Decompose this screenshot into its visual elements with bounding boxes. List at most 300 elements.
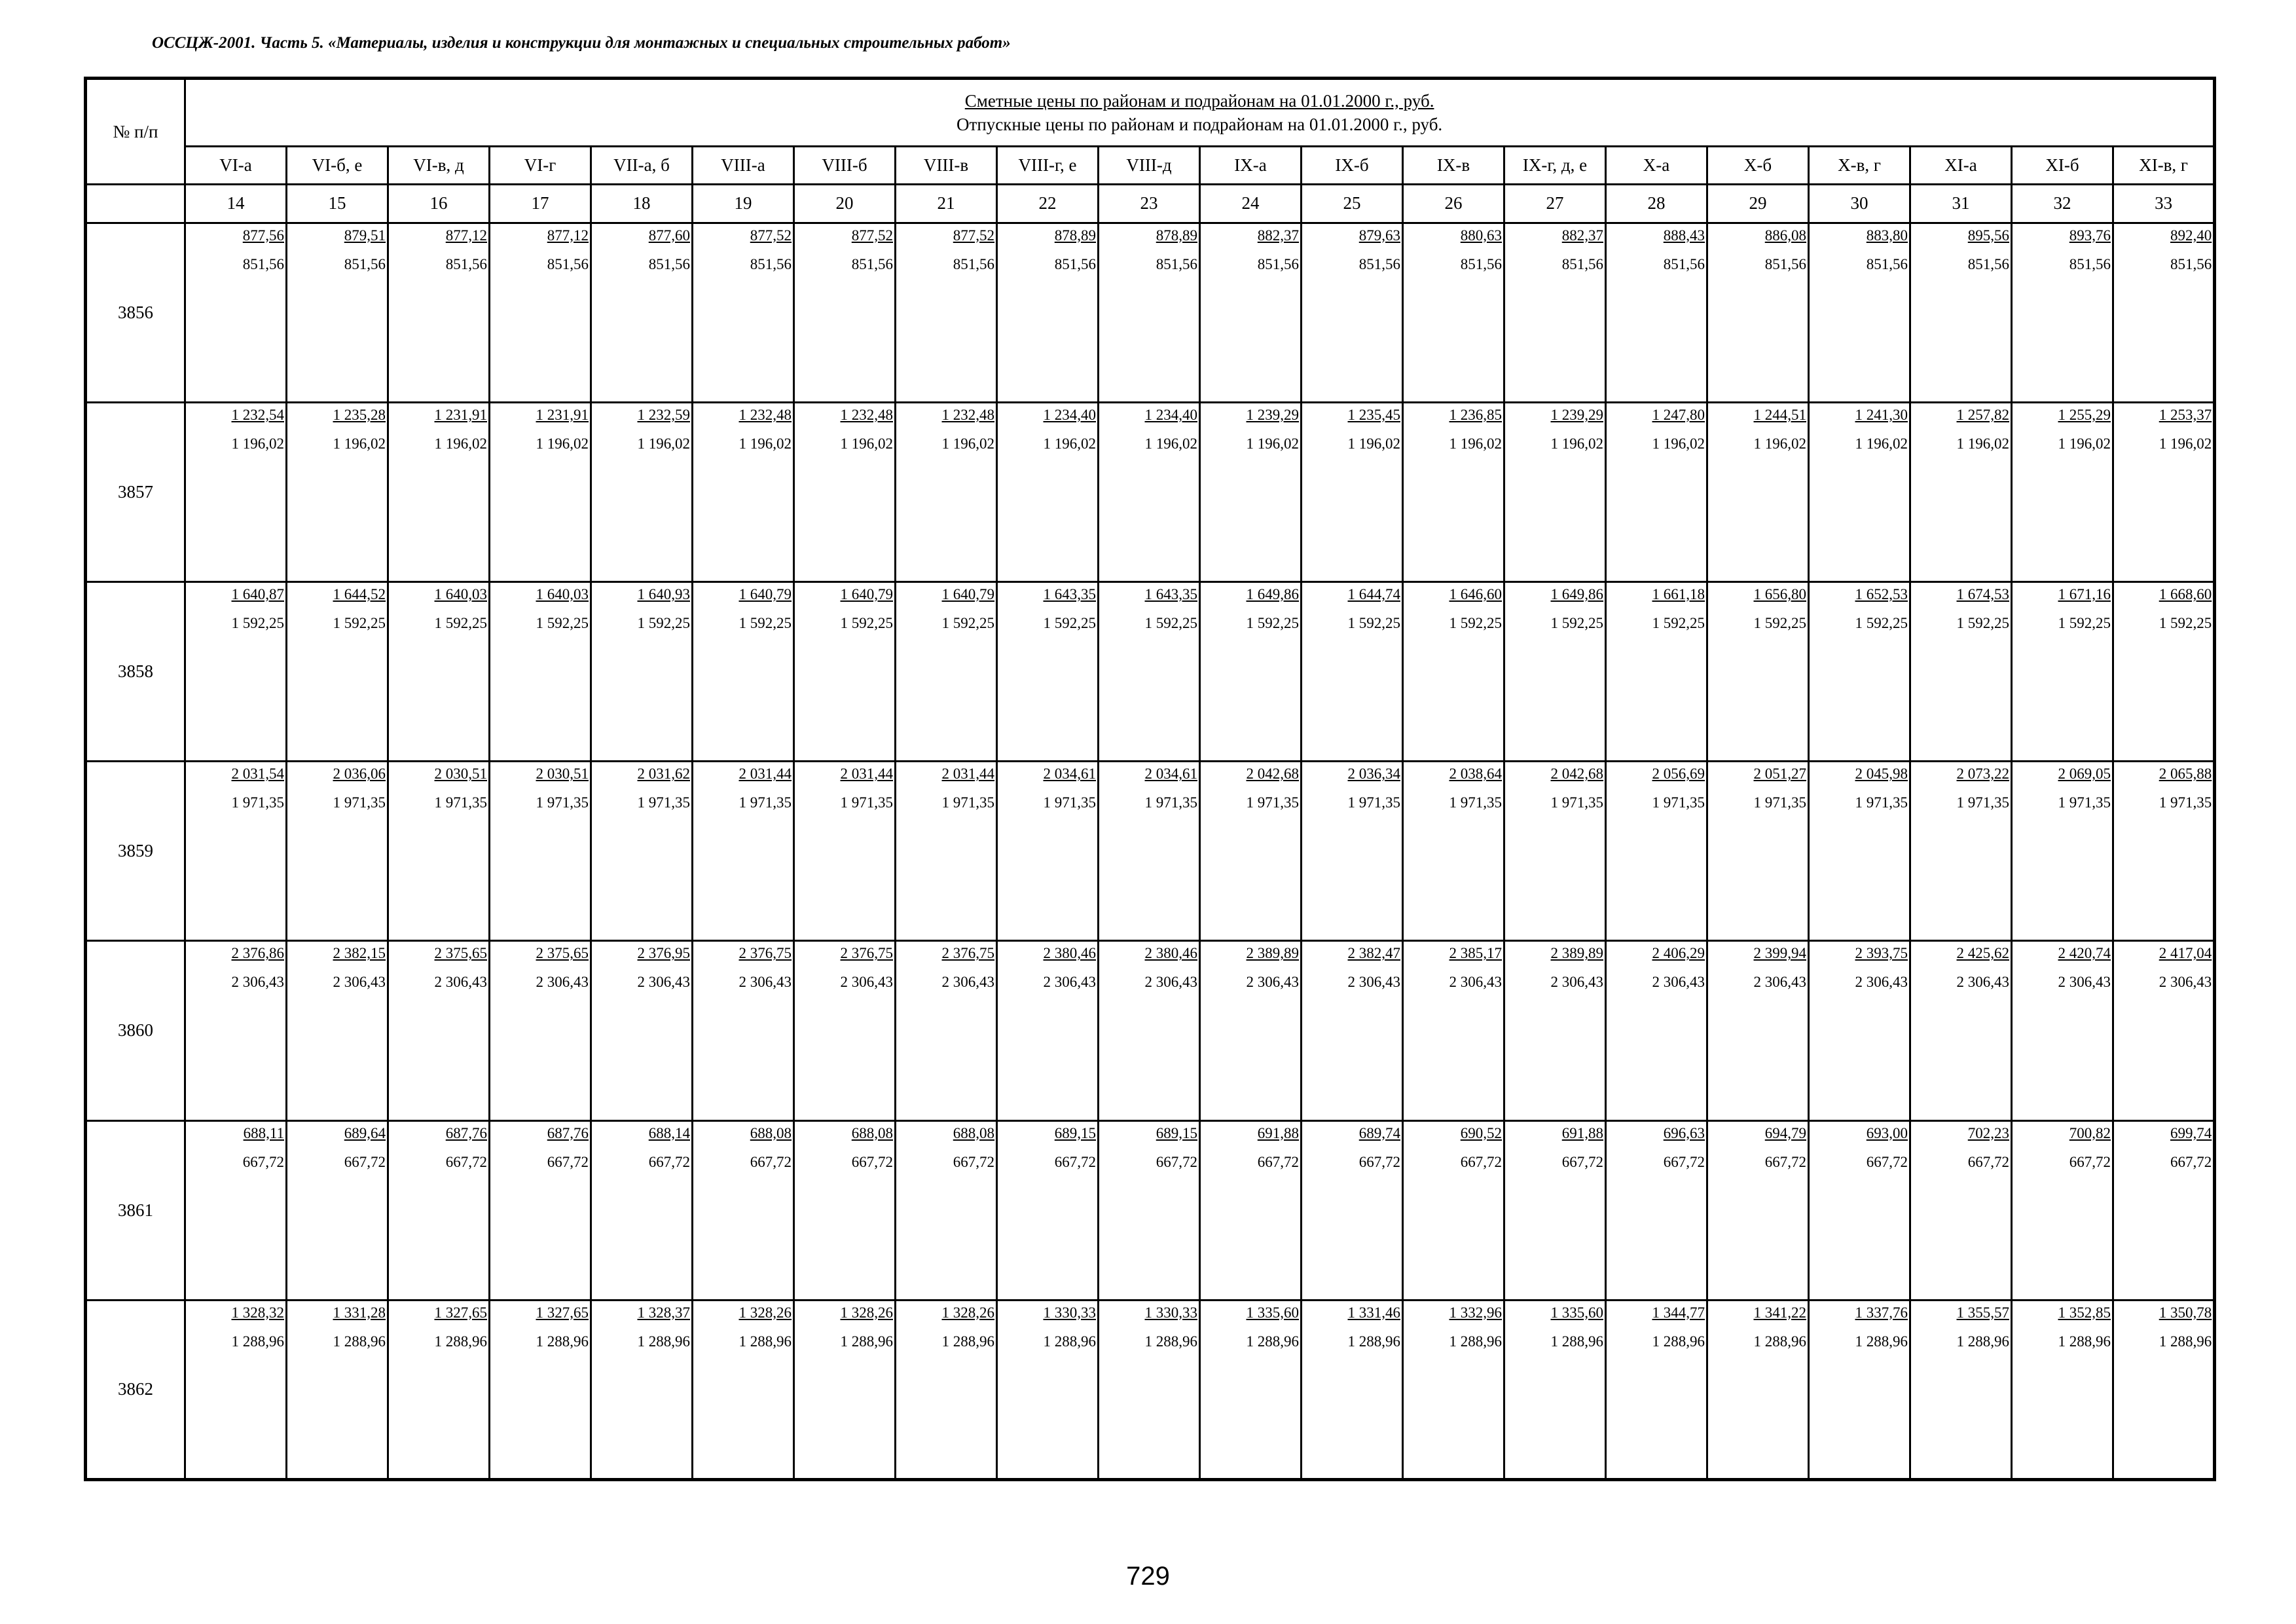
- release-price: 1 971,35: [738, 794, 792, 811]
- release-price: 667,72: [445, 1153, 487, 1170]
- price-cell: [896, 223, 997, 402]
- estimate-price: 688,14: [648, 1124, 690, 1141]
- estimate-price: 2 380,46: [1144, 945, 1197, 962]
- price-cell: [388, 582, 490, 762]
- row-number: 3856: [86, 223, 185, 402]
- release-price: 1 971,35: [1652, 794, 1705, 811]
- column-number: 15: [287, 185, 388, 223]
- estimate-price: 1 235,28: [333, 406, 386, 423]
- release-price: 1 971,35: [1550, 794, 1603, 811]
- price-cell: [1809, 1300, 1910, 1479]
- release-price: 851,56: [648, 255, 690, 272]
- estimate-price: 1 352,85: [2058, 1304, 2111, 1321]
- release-price: 2 306,43: [941, 974, 994, 991]
- release-price: 667,72: [1967, 1153, 2009, 1170]
- price-cell: [2113, 582, 2215, 762]
- release-price: 1 196,02: [1246, 435, 1299, 452]
- estimate-price: 1 231,91: [536, 406, 589, 423]
- release-price: 2 306,43: [2058, 974, 2111, 991]
- price-cell: [997, 1120, 1099, 1300]
- release-price: 667,72: [1358, 1153, 1400, 1170]
- release-price: 1 288,96: [941, 1333, 994, 1350]
- estimate-price: 1 643,35: [1043, 586, 1096, 603]
- price-cell: [1099, 1300, 1200, 1479]
- release-price: 1 592,25: [1449, 615, 1502, 632]
- price-cell: [1200, 582, 1302, 762]
- estimate-price: 1 253,37: [2159, 406, 2212, 423]
- estimate-price: 2 376,95: [637, 945, 690, 962]
- estimate-price: 877,12: [445, 227, 487, 244]
- price-cell: [2012, 1120, 2113, 1300]
- column-number: 20: [794, 185, 896, 223]
- price-cell: [2012, 402, 2113, 581]
- estimate-price: 1 244,51: [1753, 406, 1806, 423]
- price-cell: [997, 582, 1099, 762]
- price-cell: [896, 402, 997, 581]
- release-price: 667,72: [1866, 1153, 1908, 1170]
- row-number: 3862: [86, 1300, 185, 1479]
- price-cell: [1403, 941, 1504, 1120]
- price-cell: [1707, 1120, 1809, 1300]
- price-cell: [185, 223, 287, 402]
- price-cell: [1910, 1120, 2012, 1300]
- estimate-price: 1 232,54: [231, 406, 284, 423]
- price-cell: [388, 1300, 490, 1479]
- estimate-price-title: Сметные цены по районам и подрайонам на 01.01.2000 г., руб.: [964, 91, 1434, 111]
- price-cell: [693, 402, 794, 581]
- estimate-price: 1 330,33: [1144, 1304, 1197, 1321]
- table-row: [86, 762, 2215, 941]
- estimate-price: 878,89: [1054, 227, 1096, 244]
- estimate-price: 689,64: [344, 1124, 386, 1141]
- estimate-price: 2 376,75: [941, 945, 994, 962]
- estimate-price: 892,40: [2170, 227, 2212, 244]
- estimate-price: 689,15: [1156, 1124, 1197, 1141]
- release-price: 851,56: [1866, 255, 1908, 272]
- price-cell: [1200, 941, 1302, 1120]
- release-price: 1 971,35: [1246, 794, 1299, 811]
- estimate-price: 1 640,79: [738, 586, 792, 603]
- estimate-price: 2 389,89: [1246, 945, 1299, 962]
- release-price: 2 306,43: [637, 974, 690, 991]
- release-price: 1 288,96: [738, 1333, 792, 1350]
- release-price: 1 971,35: [231, 794, 284, 811]
- release-price: 667,72: [1257, 1153, 1299, 1170]
- price-cell: [1809, 1120, 1910, 1300]
- estimate-price: 690,52: [1460, 1124, 1502, 1141]
- release-price: 1 592,25: [1347, 615, 1400, 632]
- price-cell: [2012, 941, 2113, 1120]
- price-cell: [1707, 402, 1809, 581]
- price-cell: [896, 941, 997, 1120]
- release-price: 2 306,43: [738, 974, 792, 991]
- estimate-price: 687,76: [445, 1124, 487, 1141]
- table-row: [86, 941, 2215, 1120]
- release-price: 1 971,35: [840, 794, 893, 811]
- release-price: 667,72: [1561, 1153, 1603, 1170]
- price-cell: [1606, 402, 1707, 581]
- price-cell: [1504, 1120, 1606, 1300]
- estimate-price: 1 232,48: [840, 406, 893, 423]
- estimate-price: 1 330,33: [1043, 1304, 1096, 1321]
- release-price: 1 971,35: [1956, 794, 2009, 811]
- price-cell: [591, 762, 693, 941]
- release-price: 851,56: [953, 255, 994, 272]
- release-price: 667,72: [2069, 1153, 2111, 1170]
- release-price: 1 971,35: [941, 794, 994, 811]
- release-price: 1 196,02: [1956, 435, 2009, 452]
- price-cell: [1099, 762, 1200, 941]
- price-cell: [1403, 1300, 1504, 1479]
- zones-header-row: [86, 146, 2215, 184]
- price-cell: [1099, 223, 1200, 402]
- price-cell: [1403, 402, 1504, 581]
- release-price: 1 288,96: [333, 1333, 386, 1350]
- zone-header: IX-б: [1302, 146, 1403, 184]
- price-cell: [490, 223, 591, 402]
- table-row: [86, 402, 2215, 581]
- release-price: 667,72: [750, 1153, 792, 1170]
- document-header: ОССЦЖ-2001. Часть 5. «Материалы, изделия и конструкции для монтажных и специальных строительных работ»: [152, 34, 1011, 52]
- estimate-price: 688,08: [851, 1124, 893, 1141]
- estimate-price: 2 382,47: [1347, 945, 1400, 962]
- estimate-price: 1 232,48: [738, 406, 792, 423]
- price-cell: [2113, 941, 2215, 1120]
- estimate-price: 2 031,44: [941, 766, 994, 783]
- price-cell: [693, 582, 794, 762]
- release-price: 1 196,02: [434, 435, 487, 452]
- price-cell: [287, 223, 388, 402]
- row-number: 3859: [86, 762, 185, 941]
- estimate-price: 1 644,74: [1347, 586, 1400, 603]
- estimate-price: 1 643,35: [1144, 586, 1197, 603]
- page-number: 729: [1126, 1562, 1170, 1591]
- estimate-price: 2 042,68: [1550, 766, 1603, 783]
- estimate-price: 879,51: [344, 227, 386, 244]
- estimate-price: 2 399,94: [1753, 945, 1806, 962]
- estimate-price: 1 328,37: [637, 1304, 690, 1321]
- price-cell: [2113, 402, 2215, 581]
- estimate-price: 693,00: [1866, 1124, 1908, 1141]
- release-price: 1 196,02: [2058, 435, 2111, 452]
- release-price: 2 306,43: [1550, 974, 1603, 991]
- release-price: 851,56: [1460, 255, 1502, 272]
- estimate-price: 2 425,62: [1956, 945, 2009, 962]
- zone-header: VII-а, б: [591, 146, 693, 184]
- release-price: 1 288,96: [1144, 1333, 1197, 1350]
- release-price: 1 288,96: [2058, 1333, 2111, 1350]
- price-title-header: [185, 79, 2215, 147]
- zone-header: VIII-д: [1099, 146, 1200, 184]
- estimate-price: 2 030,51: [536, 766, 589, 783]
- price-cell: [1302, 223, 1403, 402]
- price-cell: [1200, 1120, 1302, 1300]
- estimate-price: 2 417,04: [2159, 945, 2212, 962]
- column-number: 31: [1910, 185, 2012, 223]
- release-price: 1 971,35: [2159, 794, 2212, 811]
- price-cell: [287, 402, 388, 581]
- estimate-price: 700,82: [2069, 1124, 2111, 1141]
- price-cell: [794, 941, 896, 1120]
- estimate-price: 882,37: [1257, 227, 1299, 244]
- column-number: 32: [2012, 185, 2113, 223]
- release-price: 851,56: [1967, 255, 2009, 272]
- estimate-price: 1 335,60: [1246, 1304, 1299, 1321]
- release-price: 851,56: [1764, 255, 1806, 272]
- estimate-price: 1 257,82: [1956, 406, 2009, 423]
- price-cell: [1707, 762, 1809, 941]
- estimate-price: 1 241,30: [1855, 406, 1908, 423]
- price-cell: [1809, 223, 1910, 402]
- estimate-price: 688,08: [953, 1124, 994, 1141]
- column-number-row: [86, 185, 2215, 223]
- release-price: 1 592,25: [1956, 615, 2009, 632]
- zone-header: X-в, г: [1809, 146, 1910, 184]
- zone-header: X-а: [1606, 146, 1707, 184]
- price-cell: [2012, 223, 2113, 402]
- estimate-price: 882,37: [1561, 227, 1603, 244]
- estimate-price: 2 385,17: [1449, 945, 1502, 962]
- release-price: 1 288,96: [637, 1333, 690, 1350]
- release-price: 1 288,96: [1855, 1333, 1908, 1350]
- estimate-price: 2 038,64: [1449, 766, 1502, 783]
- price-cell: [490, 941, 591, 1120]
- estimate-price: 2 393,75: [1855, 945, 1908, 962]
- table-row: [86, 223, 2215, 402]
- release-price: 1 592,25: [1246, 615, 1299, 632]
- estimate-price: 888,43: [1663, 227, 1705, 244]
- release-price: 1 971,35: [1753, 794, 1806, 811]
- estimate-price: 1 332,96: [1449, 1304, 1502, 1321]
- release-price: 2 306,43: [231, 974, 284, 991]
- estimate-price: 1 239,29: [1550, 406, 1603, 423]
- release-price: 1 196,02: [1550, 435, 1603, 452]
- column-number: 28: [1606, 185, 1707, 223]
- price-cell: [896, 582, 997, 762]
- price-cell: [896, 1120, 997, 1300]
- zone-header: VIII-б: [794, 146, 896, 184]
- estimate-price: 2 376,86: [231, 945, 284, 962]
- estimate-price: 877,56: [242, 227, 284, 244]
- column-number: 19: [693, 185, 794, 223]
- estimate-price: 689,74: [1358, 1124, 1400, 1141]
- release-price: 1 196,02: [1855, 435, 1908, 452]
- estimate-price: 2 375,65: [434, 945, 487, 962]
- release-price: 1 288,96: [231, 1333, 284, 1350]
- release-price: 667,72: [547, 1153, 589, 1170]
- estimate-price: 2 036,06: [333, 766, 386, 783]
- release-price: 1 196,02: [1449, 435, 1502, 452]
- price-cell: [388, 1120, 490, 1300]
- release-price: 667,72: [1054, 1153, 1096, 1170]
- release-price: 1 971,35: [2058, 794, 2111, 811]
- price-cell: [1504, 582, 1606, 762]
- price-cell: [1809, 582, 1910, 762]
- column-number: 33: [2113, 185, 2215, 223]
- estimate-price: 877,52: [851, 227, 893, 244]
- price-cell: [794, 762, 896, 941]
- estimate-price: 877,12: [547, 227, 589, 244]
- release-price: 851,56: [547, 255, 589, 272]
- estimate-price: 1 327,65: [536, 1304, 589, 1321]
- release-price: 851,56: [851, 255, 893, 272]
- price-cell: [1910, 1300, 2012, 1479]
- estimate-price: 2 073,22: [1956, 766, 2009, 783]
- estimate-price: 1 640,87: [231, 586, 284, 603]
- estimate-price: 877,60: [648, 227, 690, 244]
- zone-header: XI-б: [2012, 146, 2113, 184]
- release-price: 1 592,25: [434, 615, 487, 632]
- column-number: 23: [1099, 185, 1200, 223]
- release-price: 667,72: [953, 1153, 994, 1170]
- estimate-price: 696,63: [1663, 1124, 1705, 1141]
- estimate-price: 1 674,53: [1956, 586, 2009, 603]
- row-number: 3860: [86, 941, 185, 1120]
- estimate-price: 1 328,26: [941, 1304, 994, 1321]
- price-cell: [1504, 402, 1606, 581]
- price-cell: [287, 762, 388, 941]
- price-cell: [591, 1300, 693, 1479]
- estimate-price: 878,89: [1156, 227, 1197, 244]
- price-cell: [794, 223, 896, 402]
- price-cell: [1910, 582, 2012, 762]
- price-cell: [693, 1300, 794, 1479]
- estimate-price: 1 668,60: [2159, 586, 2212, 603]
- release-price: 1 592,25: [2159, 615, 2212, 632]
- release-price: 1 196,02: [536, 435, 589, 452]
- table-row: [86, 1120, 2215, 1300]
- price-cell: [1910, 402, 2012, 581]
- column-number: 26: [1403, 185, 1504, 223]
- price-cell: [1606, 1120, 1707, 1300]
- estimate-price: 702,23: [1967, 1124, 2009, 1141]
- zone-header: XI-а: [1910, 146, 2012, 184]
- estimate-price: 1 327,65: [434, 1304, 487, 1321]
- column-number: 27: [1504, 185, 1606, 223]
- table-row: [86, 1300, 2215, 1479]
- price-cell: [591, 402, 693, 581]
- estimate-price: 2 375,65: [536, 945, 589, 962]
- estimate-price: 1 232,48: [941, 406, 994, 423]
- estimate-price: 1 247,80: [1652, 406, 1705, 423]
- estimate-price: 2 031,54: [231, 766, 284, 783]
- price-cell: [693, 762, 794, 941]
- column-number: 17: [490, 185, 591, 223]
- release-price: 1 592,25: [231, 615, 284, 632]
- price-cell: [1707, 1300, 1809, 1479]
- price-cell: [997, 762, 1099, 941]
- table-row: [86, 582, 2215, 762]
- price-cell: [287, 941, 388, 1120]
- price-cell: [591, 941, 693, 1120]
- price-cell: [896, 1300, 997, 1479]
- price-cell: [490, 1300, 591, 1479]
- row-number: 3858: [86, 582, 185, 762]
- estimate-price: 1 341,22: [1753, 1304, 1806, 1321]
- release-price: 1 592,25: [738, 615, 792, 632]
- price-cell: [1403, 223, 1504, 402]
- release-price: 1 288,96: [1652, 1333, 1705, 1350]
- release-price: 1 288,96: [1347, 1333, 1400, 1350]
- price-cell: [693, 941, 794, 1120]
- estimate-price: 1 644,52: [333, 586, 386, 603]
- estimate-price: 1 671,16: [2058, 586, 2111, 603]
- zone-header: VI-б, е: [287, 146, 388, 184]
- price-cell: [591, 1120, 693, 1300]
- zone-header: VIII-а: [693, 146, 794, 184]
- column-number: 21: [896, 185, 997, 223]
- release-price: 2 306,43: [536, 974, 589, 991]
- estimate-price: 1 640,79: [840, 586, 893, 603]
- zone-header: IX-г, д, е: [1504, 146, 1606, 184]
- price-cell: [794, 1300, 896, 1479]
- price-cell: [185, 402, 287, 581]
- estimate-price: 2 034,61: [1144, 766, 1197, 783]
- zone-header: VIII-г, е: [997, 146, 1099, 184]
- release-price: 1 592,25: [1753, 615, 1806, 632]
- release-price: 2 306,43: [1753, 974, 1806, 991]
- table-header-row: [86, 79, 2215, 147]
- release-price: 667,72: [1460, 1153, 1502, 1170]
- price-cell: [1606, 582, 1707, 762]
- column-number: 24: [1200, 185, 1302, 223]
- release-price: 1 592,25: [2058, 615, 2111, 632]
- release-price: 1 288,96: [840, 1333, 893, 1350]
- price-cell: [490, 402, 591, 581]
- zone-header: VI-г: [490, 146, 591, 184]
- release-price: 851,56: [1358, 255, 1400, 272]
- price-cell: [185, 1120, 287, 1300]
- column-number: 16: [388, 185, 490, 223]
- price-cell: [1606, 762, 1707, 941]
- price-cell: [1099, 402, 1200, 581]
- release-price: 1 592,25: [536, 615, 589, 632]
- row-number: 3861: [86, 1120, 185, 1300]
- release-price: 1 592,25: [1652, 615, 1705, 632]
- price-cell: [388, 762, 490, 941]
- estimate-price: 1 640,03: [434, 586, 487, 603]
- release-price: 1 971,35: [1347, 794, 1400, 811]
- estimate-price: 699,74: [2170, 1124, 2212, 1141]
- estimate-price: 1 661,18: [1652, 586, 1705, 603]
- price-cell: [185, 582, 287, 762]
- estimate-price: 1 344,77: [1652, 1304, 1705, 1321]
- estimate-price: 1 640,93: [637, 586, 690, 603]
- release-price: 1 288,96: [1956, 1333, 2009, 1350]
- price-cell: [490, 1120, 591, 1300]
- price-cell: [1099, 582, 1200, 762]
- release-price: 1 971,35: [1144, 794, 1197, 811]
- release-price: 667,72: [851, 1153, 893, 1170]
- column-number: 18: [591, 185, 693, 223]
- release-price: 1 196,02: [1347, 435, 1400, 452]
- release-price: 2 306,43: [840, 974, 893, 991]
- estimate-price: 1 236,85: [1449, 406, 1502, 423]
- price-cell: [2113, 223, 2215, 402]
- release-price: 851,56: [1156, 255, 1197, 272]
- estimate-price: 1 646,60: [1449, 586, 1502, 603]
- estimate-price: 1 355,57: [1956, 1304, 2009, 1321]
- release-price: 667,72: [1764, 1153, 1806, 1170]
- estimate-price: 2 376,75: [840, 945, 893, 962]
- price-cell: [1910, 762, 2012, 941]
- column-number-blank: [86, 185, 185, 223]
- price-cell: [591, 582, 693, 762]
- estimate-price: 1 328,26: [840, 1304, 893, 1321]
- release-price: 1 592,25: [333, 615, 386, 632]
- price-cell: [1403, 582, 1504, 762]
- release-price: 1 196,02: [941, 435, 994, 452]
